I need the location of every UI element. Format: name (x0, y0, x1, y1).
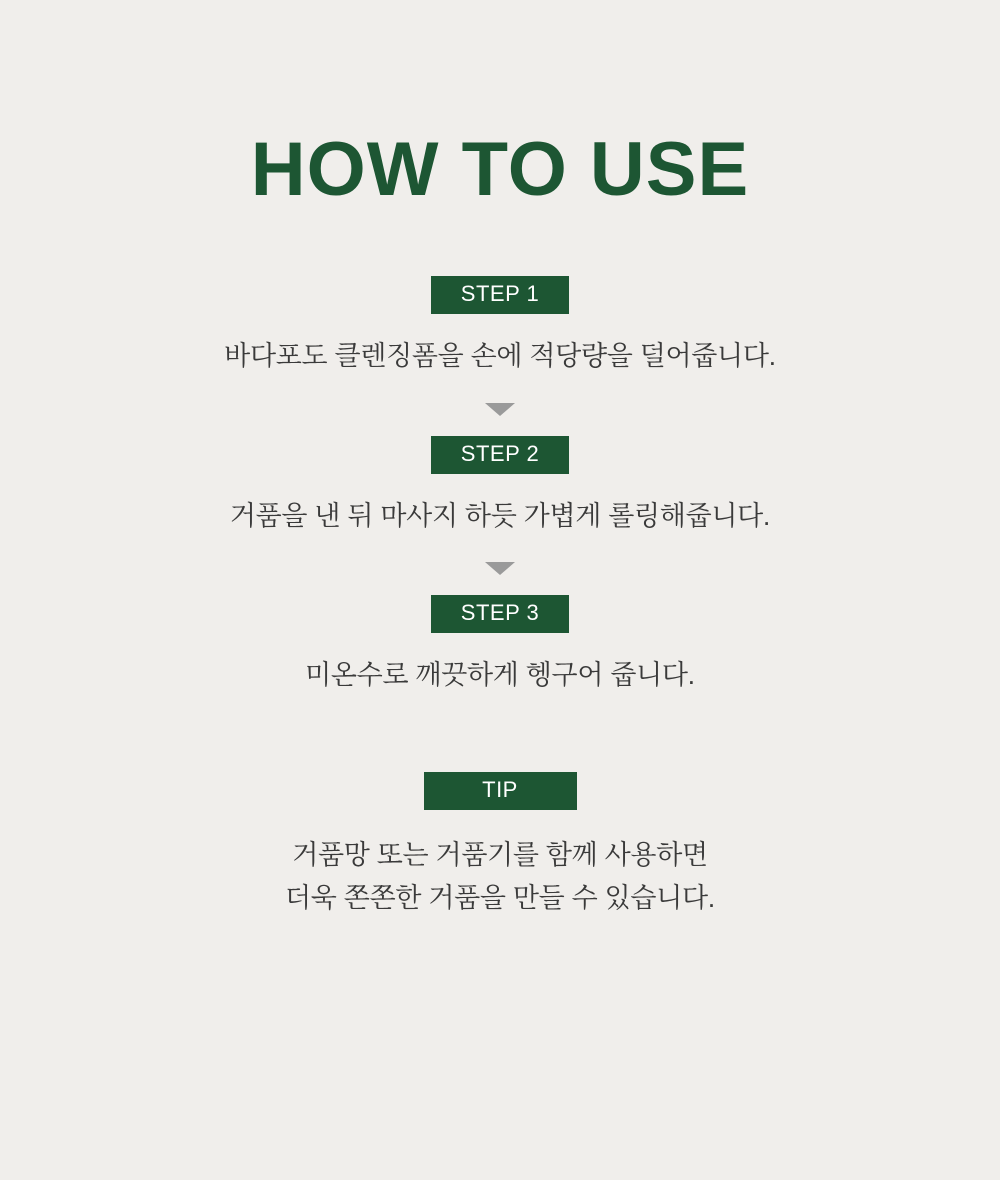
page-title: HOW TO USE (250, 127, 750, 212)
tip-text-line-1: 거품망 또는 거품기를 함께 사용하면 (292, 839, 708, 870)
arrow-down-icon-2 (485, 562, 515, 575)
step-2-badge: STEP 2 (431, 436, 569, 474)
tip-block (0, 772, 1000, 921)
tip-badge: TIP (424, 772, 577, 810)
tip-text (285, 834, 715, 921)
step-3-text: 미온수로 깨끗하게 헹구어 줍니다. (305, 660, 695, 690)
step-2 (0, 436, 1000, 537)
step-3 (0, 595, 1000, 696)
step-3-badge: STEP 3 (431, 595, 569, 633)
tip-text-line-2: 더욱 쫀쫀한 거품을 만들 수 있습니다. (285, 883, 715, 914)
arrow-down-icon-1 (485, 403, 515, 416)
step-2-text: 거품을 낸 뒤 마사지 하듯 가볍게 롤링해줍니다. (229, 500, 771, 531)
step-1-text: 바다포도 클렌징폼을 손에 적당량을 덜어줍니다. (224, 341, 776, 371)
step-1-badge: STEP 1 (431, 276, 569, 314)
steps-list (0, 276, 1000, 921)
step-1 (0, 276, 1000, 377)
